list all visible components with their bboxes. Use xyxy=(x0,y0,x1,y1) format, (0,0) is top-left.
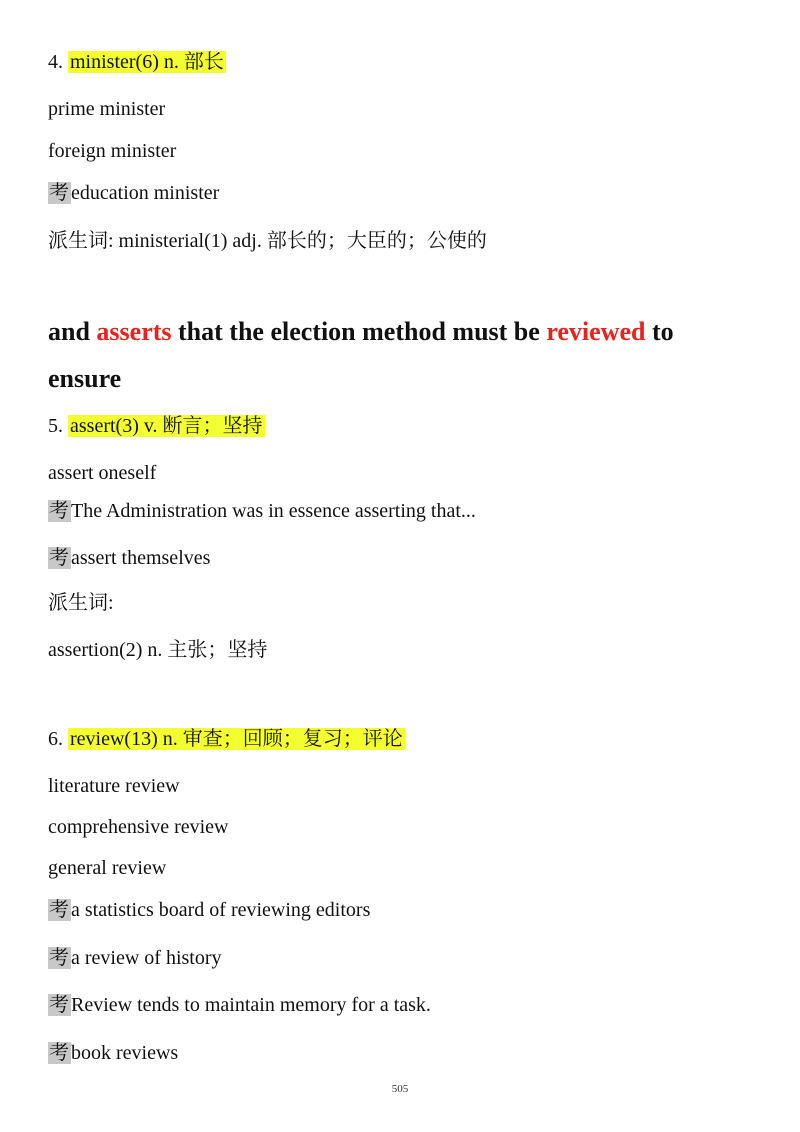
derived-words: 派生词: ministerial(1) adj. 部长的；大臣的；公使的 xyxy=(48,230,487,252)
list-item xyxy=(48,993,431,1017)
sentence-part: that the election method must be xyxy=(171,317,547,346)
entry-word-highlight: review(13) n. 审查；回顾；复习；评论 xyxy=(70,728,403,750)
list-item xyxy=(48,546,210,570)
entry-number: 6. xyxy=(48,728,63,750)
list-item: prime minister xyxy=(48,98,166,120)
exam-marker: 考 xyxy=(49,1042,69,1064)
entry-heading-minister xyxy=(48,50,226,74)
list-item-text: a review of history xyxy=(71,947,222,969)
list-item xyxy=(48,181,219,205)
list-item xyxy=(48,499,476,523)
list-item-text: The Administration was in essence asserting that... xyxy=(71,500,476,522)
list-item-text: Review tends to maintain memory for a task. xyxy=(71,994,431,1016)
exam-marker: 考 xyxy=(49,500,69,522)
list-item-text: assert themselves xyxy=(71,547,211,569)
list-item: assert oneself xyxy=(48,462,157,484)
example-sentence xyxy=(48,308,748,402)
sentence-part: and xyxy=(48,317,97,346)
sentence-part: to ensure xyxy=(48,317,674,393)
entry-word-highlight: minister(6) n. 部长 xyxy=(70,51,224,73)
sentence-keyword: asserts xyxy=(96,317,172,346)
entry-word-highlight: assert(3) v. 断言；坚持 xyxy=(70,415,263,437)
entry-heading-review xyxy=(48,727,405,751)
derived-label: 派生词: xyxy=(48,592,114,614)
exam-marker: 考 xyxy=(49,994,69,1016)
list-item: literature review xyxy=(48,775,180,797)
list-item-text: education minister xyxy=(71,182,220,204)
list-item: foreign minister xyxy=(48,140,177,162)
list-item xyxy=(48,946,222,970)
list-item: general review xyxy=(48,857,167,879)
exam-marker: 考 xyxy=(49,182,69,204)
entry-heading-assert xyxy=(48,414,265,438)
exam-marker: 考 xyxy=(49,899,69,921)
list-item xyxy=(48,1041,178,1065)
derived-item: assertion(2) n. 主张；坚持 xyxy=(48,639,268,661)
list-item-text: a statistics board of reviewing editors xyxy=(71,899,371,921)
exam-marker: 考 xyxy=(49,947,69,969)
entry-number: 5. xyxy=(48,415,63,437)
page-number: 505 xyxy=(391,1083,409,1095)
list-item xyxy=(48,898,370,922)
list-item-text: book reviews xyxy=(71,1042,179,1064)
exam-marker: 考 xyxy=(49,547,69,569)
list-item: comprehensive review xyxy=(48,816,229,838)
entry-number: 4. xyxy=(48,51,63,73)
sentence-keyword: reviewed xyxy=(546,317,646,346)
